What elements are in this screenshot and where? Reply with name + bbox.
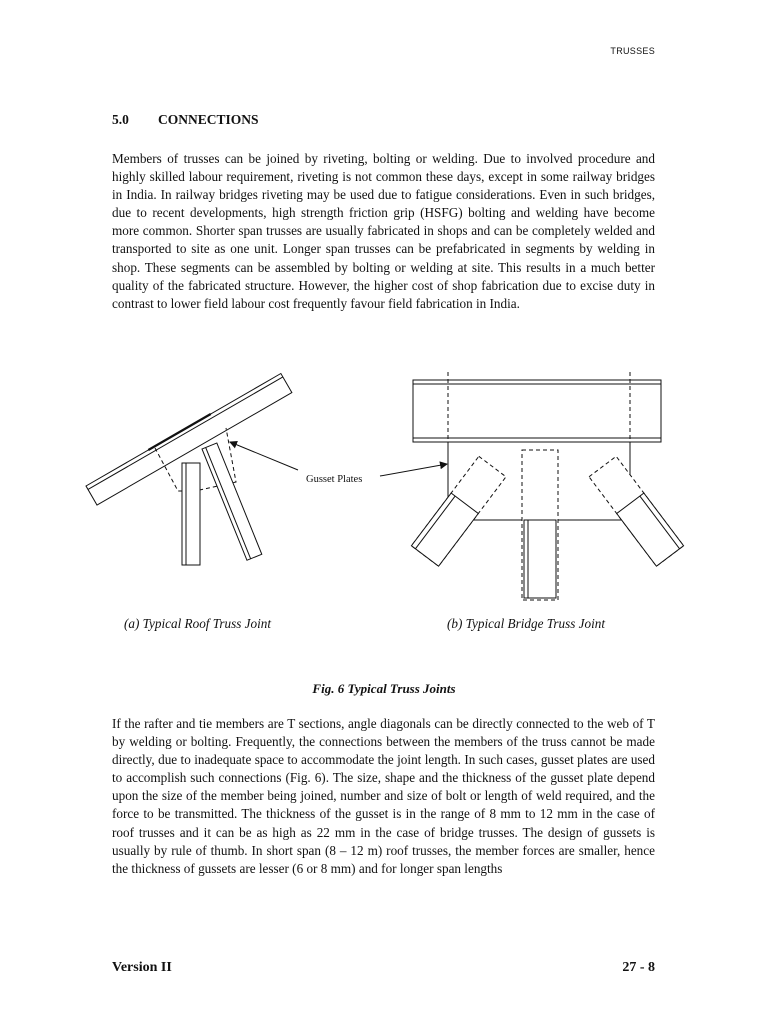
roof-truss-joint-drawing — [86, 374, 292, 566]
section-heading — [112, 112, 259, 128]
footer-page-number: 27 - 8 — [622, 960, 655, 975]
paragraph-gusset-plates: If the rafter and tie members are T sections, angle diagonals can be directly connected to the web of T by welding or bolting. Frequently, the connections between the members of the truss cannot be made directly, due to inadequate space to accommodate the joint length. In such cases, gusset plates are used to accomplish such connections (Fig. 6). The size, shape and the thickness of the gusset plate depend upon the size of the member being joined, number and size of bolt or length of weld required, and the force to be transmitted. The thickness of the gusset is in the range of 8 mm to 12 mm in the case of roof trusses and it can be as high as 22 mm in the case of bridge trusses. The design of gussets is usually by rule of thumb. In short span (8 – 12 m) roof trusses, the member forces are smaller, hence the thickness of gussets are lesser (6 or 8 mm) and for longer span lengths — [112, 716, 655, 876]
section-number: 5.0 — [112, 112, 129, 127]
paragraph-intro: Members of trusses can be joined by riveting, bolting or welding. Due to involved procedure and highly skilled labour requirement, riveting is not common these days, except in some railway bridges in India. In railway bridges riveting may be used due to fatigue considerations. Even in such bridges, due to recent developments, high strength friction grip (HSFG) bolting and welding have become more common. Shorter span trusses are usually fabricated in shops and can be completely welded and transported to site as one unit. Longer span trusses can be prefabricated in segments by welding in shop. These segments can be assembled by bolting or welding at site. This results in a much better quality of the fabricated structure. However, the higher cost of shop fabrication due to excise duty in contrast to lower field labour cost frequently favour field fabrication in India. — [112, 151, 655, 311]
section-title: CONNECTIONS — [158, 112, 259, 127]
subcaption-roof-truss: (a) Typical Roof Truss Joint — [124, 616, 272, 631]
gusset-plates-label: Gusset Plates — [306, 474, 363, 485]
running-header: TRUSSES — [610, 46, 655, 56]
vertical-angle-member — [182, 463, 200, 565]
figure-caption: Fig. 6 Typical Truss Joints — [312, 681, 456, 696]
subcaption-bridge-truss: (b) Typical Bridge Truss Joint — [447, 616, 605, 631]
gusset-plates-annotation — [230, 442, 447, 485]
footer-version: Version II — [112, 960, 172, 975]
chord-member — [413, 380, 661, 442]
truss-joints-figure — [80, 372, 700, 604]
bridge-vertical-member-lower — [524, 520, 556, 598]
bridge-truss-joint-drawing — [411, 372, 683, 600]
